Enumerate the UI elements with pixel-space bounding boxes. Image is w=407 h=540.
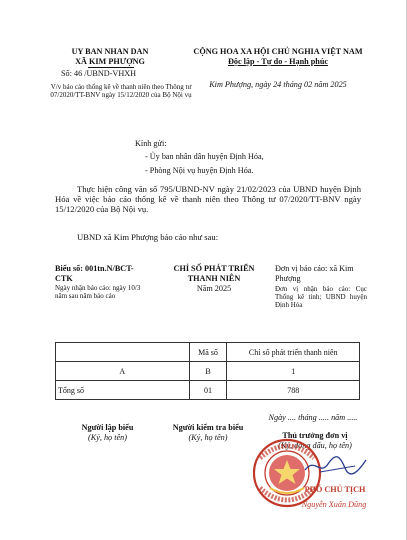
form-title: CHỈ SỐ PHÁT TRIỂN THANH NIÊN (173, 264, 255, 283)
head-title: Thủ trưởng đơn vị (282, 431, 348, 440)
preparer-title: Người lập biểu (81, 423, 134, 432)
doc-subject: V/v báo cáo thống kê về thanh niên theo Thông tư 07/2020/TT-BNV ngày 15/12/2020 của Bộ Nội vụ (50, 83, 192, 100)
table-cell: 788 (227, 381, 360, 400)
signer-name: Nguyễn Xuân Dũng (301, 500, 367, 509)
sign-date-line: Ngày .... tháng ..... năm ..... (268, 413, 358, 422)
table-header: Mã số (189, 343, 227, 362)
doc-number (61, 69, 181, 79)
form-code: Biểu số: 001tn.N/BCT-CTK (55, 264, 134, 283)
doc-date: Kim Phượng, ngày 24 tháng 02 năm 2025 (209, 80, 347, 89)
body-paragraph-2: UBND xã Kim Phượng báo cáo như sau: (77, 232, 219, 242)
checker-title: Người kiểm tra biểu (172, 423, 244, 432)
org-line1: UY BAN NHAN DAN (71, 47, 149, 56)
recipients-label: Kính gửi: (135, 139, 167, 148)
table-cell: Tổng số (56, 381, 190, 400)
signature-icon (300, 452, 370, 478)
table-row (56, 362, 360, 381)
unit-receiving: Đơn vị nhận báo cáo: Cục Thống kê tỉnh; UBND huyện Định Hóa (275, 285, 367, 310)
table-row (56, 381, 360, 400)
form-year: Năm 2025 (196, 284, 232, 293)
body-paragraph-1: Thực hiện công văn số 795/UBND-NV ngày 21/02/2023 của UBND huyện Định Hóa về việc báo cáo thống kê về thanh niên theo Thông tư 07/2020/TT-BNV ngày 15/12/2020 của Bộ Nội vụ. (55, 184, 361, 214)
signer-position: PHÓ CHỦ TỊCH (304, 485, 366, 494)
motto-text: Độc lập - Tự do - Hạnh phúc (227, 57, 329, 66)
motto (183, 57, 373, 67)
doc-number-value: 46 /UBND-VHXH (73, 69, 137, 78)
table-cell: 1 (227, 362, 360, 381)
table-cell: 01 (189, 381, 227, 400)
org-underline (88, 67, 134, 68)
table-cell: B (189, 362, 227, 381)
org-line2: XÃ KIM PHƯỢNG (75, 57, 145, 66)
unit-reporting: Đơn vị báo cáo: xã Kim Phượng (275, 264, 354, 283)
doc-number-label: Số: (61, 69, 72, 78)
table-header (56, 343, 190, 362)
recipient-1: - Ủy ban nhân dân huyện Định Hóa, (145, 152, 264, 161)
preparer-note: (Ký, họ tên) (88, 433, 127, 442)
table-header: Chỉ số phát triển thanh niên (227, 343, 360, 362)
checker-note: (Ký, họ tên) (188, 433, 228, 442)
nation-title: CỘNG HOA XA HỘI CHỦ NGHIA VIỆT NAM (193, 47, 363, 56)
data-table (55, 342, 360, 400)
recipient-2: - Phòng Nội vụ huyện Định Hóa. (145, 166, 254, 175)
table-header-row (56, 343, 360, 362)
form-deadline: Ngày nhận báo cáo: ngày 10/3 năm sau năm báo cáo (55, 284, 141, 301)
table-cell: A (56, 362, 190, 381)
head-note: (Ký, đóng dấu, họ tên) (278, 441, 352, 450)
